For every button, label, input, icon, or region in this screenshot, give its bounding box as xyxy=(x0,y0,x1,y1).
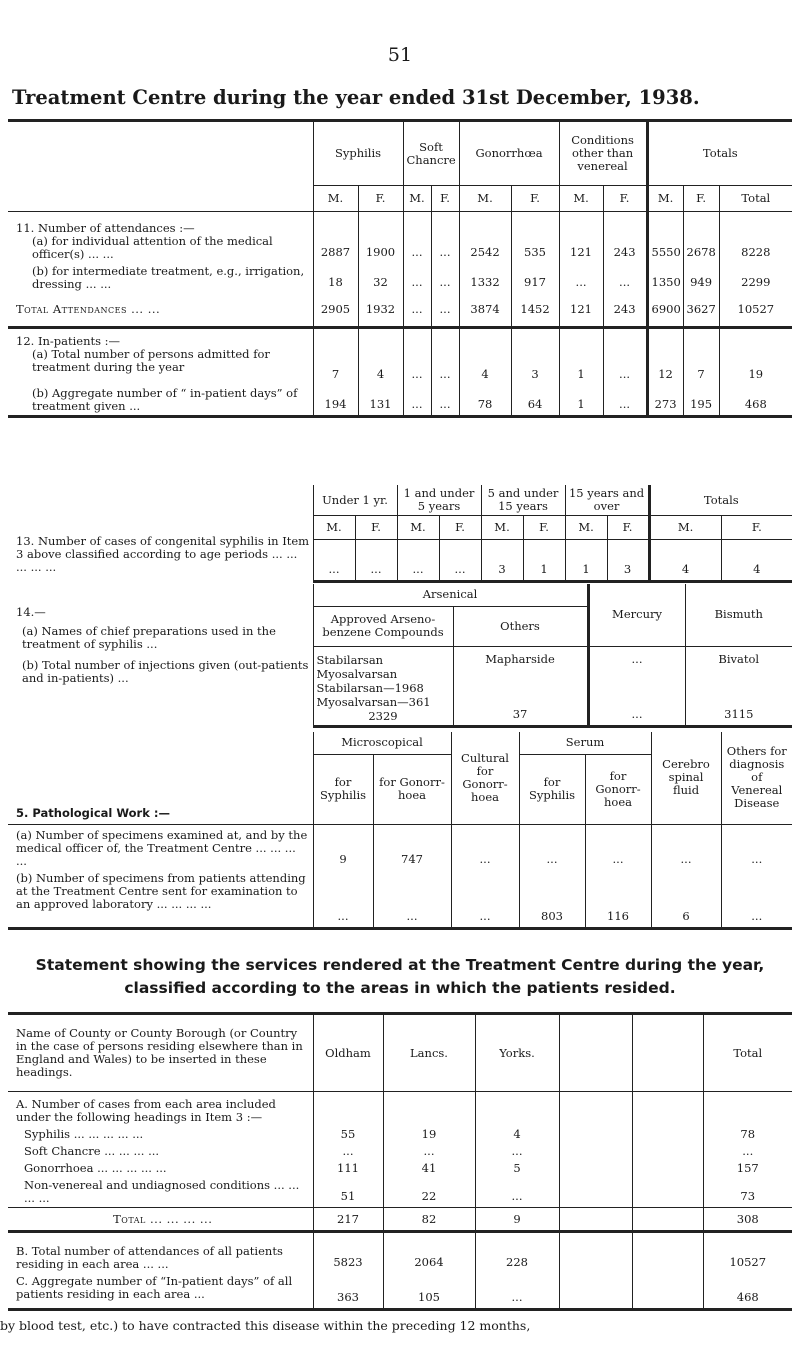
table-cell: 19 xyxy=(383,1126,475,1143)
header-under-1: Under 1 yr. xyxy=(313,485,397,516)
table-cell: 3 xyxy=(481,540,523,582)
table-cell: 194 xyxy=(313,385,358,417)
table-cell: 55 xyxy=(340,1127,356,1141)
table-cell: 3 xyxy=(607,540,649,582)
item-12b-label: (b) Aggregate number of “ in-patient days” of treatment given ... xyxy=(32,386,298,413)
table-cell: 12 xyxy=(647,327,683,385)
sub-header: M. xyxy=(647,186,683,212)
section-c-label: C. Aggregate number of “In-patient days” of all patients residing in each area ... xyxy=(16,1274,293,1301)
table-cell: ... xyxy=(451,824,519,870)
table-cell: ... xyxy=(342,1144,354,1158)
area-column-header: Oldham xyxy=(325,1045,371,1060)
table-cell: 917 xyxy=(511,263,559,293)
table-cell xyxy=(559,1273,632,1309)
page-number: 51 xyxy=(387,44,413,66)
preparation-name: ... xyxy=(631,651,643,666)
header-others: Others for diagnosis of Venereal Disease xyxy=(721,732,792,824)
table-cell: 5823 xyxy=(333,1255,363,1269)
item-15a-label: (a) Number of specimens examined at, and by the medical officer of, the Treatment Centre ... ... ... ... xyxy=(16,827,308,868)
table-cell: 22 xyxy=(383,1177,475,1208)
table-cell: 4 xyxy=(649,540,721,582)
table-cell: 7 xyxy=(683,327,719,385)
table-cell: 121 xyxy=(559,212,603,264)
header-approved-compounds: Approved Arseno-benzene Compounds xyxy=(313,606,453,646)
disease-row-label: Non-venereal and undiagnosed conditions ... ... ... ... xyxy=(24,1178,300,1205)
table-cell: ... xyxy=(373,870,451,928)
table-cell: ... xyxy=(721,824,792,870)
sub-header: Total xyxy=(719,186,792,212)
header-15-over: 15 years and over xyxy=(565,485,649,516)
table-cell: ... xyxy=(383,1143,475,1160)
table-cell: 3 xyxy=(511,327,559,385)
table-cell: 4 xyxy=(475,1126,559,1143)
table-cell: 2542 xyxy=(459,212,511,264)
table-cell: 10527 xyxy=(703,1232,792,1274)
sub-header: M. xyxy=(481,516,523,540)
header-others: Others xyxy=(453,606,588,646)
sub-header: F. xyxy=(511,186,559,212)
table-cell: 111 xyxy=(337,1161,359,1175)
sub-header: F. xyxy=(603,186,647,212)
item-11b-label: (b) for intermediate treatment, e.g., irrigation, dressing ... ... xyxy=(32,264,305,291)
table-cell: 41 xyxy=(383,1160,475,1177)
table-cell xyxy=(632,1143,703,1160)
footer-text: by blood test, etc.) to have contracted this disease within the preceding 12 months, xyxy=(0,1318,531,1333)
statement-line: classified according to the areas in which the patients resided. xyxy=(124,979,676,997)
preparation-name: Stabilarsan xyxy=(316,652,384,667)
table-cell: ... xyxy=(475,1177,559,1208)
areas-table xyxy=(8,1012,792,1311)
item-14a-label: (a) Names of chief preparations used in the treatment of syphilis ... xyxy=(22,624,276,651)
header-serum: Serum xyxy=(519,732,651,754)
table-cell: 1 xyxy=(559,385,603,417)
table-cell xyxy=(559,1143,632,1160)
sub-header: M. xyxy=(327,191,344,205)
table-cell: 32 xyxy=(358,263,403,293)
table-cell: 273 xyxy=(647,385,683,417)
sub-header: M. xyxy=(649,516,721,540)
table-cell: ... xyxy=(431,293,459,327)
table-cell: ... xyxy=(439,540,481,582)
area-heading-label: Name of County or County Borough (or Country in the case of persons residing elsewhere than in England and Wales) to be inserted in these headings. xyxy=(16,1026,303,1079)
table-cell: ... xyxy=(603,263,647,293)
injections-total: 3115 xyxy=(724,706,754,721)
sub-header: M. xyxy=(397,516,439,540)
preparation-name: Myosalvarsan xyxy=(316,666,398,681)
table-cell xyxy=(632,1177,703,1208)
header-totals: Totals xyxy=(649,485,792,516)
table-cell: 121 xyxy=(559,293,603,327)
table-cell: ... xyxy=(475,1273,559,1309)
item-14-label: 14.— xyxy=(16,605,46,619)
table-cell: ... xyxy=(603,385,647,417)
attendances-table xyxy=(8,119,792,418)
table-cell: 1900 xyxy=(358,212,403,264)
table-cell xyxy=(559,1126,632,1143)
table-cell: 51 xyxy=(340,1189,356,1203)
header-mercury: Mercury xyxy=(588,584,685,646)
header-arsenical: Arsenical xyxy=(313,584,588,606)
header-other-conditions: Conditions other than venereal xyxy=(559,121,647,186)
injections-table xyxy=(8,584,792,728)
header-soft-chancre: Soft Chancre xyxy=(403,121,459,186)
table-cell: 468 xyxy=(703,1273,792,1309)
table-cell xyxy=(632,1232,703,1274)
disease-row-label: Gonorrhoea ... ... ... ... ... xyxy=(24,1161,167,1175)
area-column-header: Yorks. xyxy=(475,1014,559,1092)
table-cell: 18 xyxy=(328,275,343,289)
table-cell: ... xyxy=(703,1143,792,1160)
table-cell: ... xyxy=(313,540,355,582)
sub-header: for Gonorr-hoea xyxy=(373,754,451,824)
table-cell: 535 xyxy=(511,212,559,264)
sub-header: F. xyxy=(523,516,565,540)
table-cell: 5550 xyxy=(647,212,683,264)
table-cell: 4 xyxy=(459,327,511,385)
sub-header: F. xyxy=(358,186,403,212)
injections-total: 2329 xyxy=(368,708,398,723)
statement-heading xyxy=(0,954,800,1000)
table-cell: 5 xyxy=(475,1160,559,1177)
statement-line: Statement showing the services rendered at the Treatment Centre during the year, xyxy=(35,956,765,974)
item-12-label: 12. In-patients :— xyxy=(16,333,121,348)
table-cell: 9 xyxy=(339,852,347,866)
table-cell: 217 xyxy=(313,1208,383,1232)
table-cell: 1 xyxy=(565,540,607,582)
sub-header: F. xyxy=(721,516,792,540)
table-cell: 468 xyxy=(719,385,792,417)
table-cell: 9 xyxy=(475,1208,559,1232)
table-cell: 195 xyxy=(683,385,719,417)
pathological-work-table xyxy=(8,732,792,930)
item-13-label: 13. Number of cases of congenital syphilis in Item 3 above classified according to age periods ... ... ... ... ... xyxy=(16,533,310,574)
table-cell: ... xyxy=(403,327,431,385)
table-cell: 78 xyxy=(459,385,511,417)
item-14b-label: (b) Total number of injections given (out-patients and in-patients) ... xyxy=(22,658,309,685)
table-cell: 157 xyxy=(703,1160,792,1177)
header-cultural: Cultural for Gonorr-hoea xyxy=(451,732,519,824)
table-cell xyxy=(632,1208,703,1232)
sub-header: for Gonorr-hoea xyxy=(585,754,651,824)
table-cell: ... xyxy=(559,263,603,293)
table-cell: 131 xyxy=(358,385,403,417)
table-cell: 78 xyxy=(703,1126,792,1143)
table-cell: ... xyxy=(403,263,431,293)
table-cell: 1 xyxy=(559,327,603,385)
table-cell: 73 xyxy=(703,1177,792,1208)
section-a-label: A. Number of cases from each area included under the following headings in Item 3 :— xyxy=(16,1097,276,1124)
sub-header: M. xyxy=(326,520,342,534)
table-cell: 116 xyxy=(585,870,651,928)
header-microscopical: Microscopical xyxy=(313,732,451,754)
table-cell: 3627 xyxy=(683,293,719,327)
sub-header: for Syphilis xyxy=(519,754,585,824)
table-cell xyxy=(632,1126,703,1143)
item-12a-label: (a) Total number of persons admitted for treatment during the year xyxy=(32,346,270,374)
header-csf: Cerebro spinal fluid xyxy=(651,732,721,824)
preparation-count: Myosalvarsan—361 xyxy=(316,694,431,709)
area-column-header xyxy=(559,1014,632,1092)
table-cell: 3874 xyxy=(459,293,511,327)
table-cell: ... xyxy=(585,824,651,870)
table-cell: 949 xyxy=(683,263,719,293)
disease-row-label: Syphilis ... ... ... ... ... xyxy=(24,1127,144,1141)
congenital-syphilis-table xyxy=(8,485,792,583)
table-cell: ... xyxy=(355,540,397,582)
table-cell: ... xyxy=(651,824,721,870)
table-cell: 4 xyxy=(358,327,403,385)
table-cell xyxy=(559,1177,632,1208)
table-cell: ... xyxy=(431,385,459,417)
table-cell: 243 xyxy=(603,212,647,264)
table-cell: 2678 xyxy=(683,212,719,264)
item-11-label: 11. Number of attendances :— xyxy=(16,221,195,235)
table-cell: 1332 xyxy=(459,263,511,293)
table-cell: 82 xyxy=(383,1208,475,1232)
table-cell: ... xyxy=(451,870,519,928)
table-cell: ... xyxy=(475,1143,559,1160)
header-bismuth: Bismuth xyxy=(685,584,792,646)
table-cell: 1452 xyxy=(511,293,559,327)
sub-header: M. xyxy=(459,186,511,212)
header-gonorrhoea: Gonorrhœa xyxy=(459,121,559,186)
table-cell: ... xyxy=(313,870,373,928)
area-column-header: Lancs. xyxy=(383,1014,475,1092)
table-cell: 8228 xyxy=(719,212,792,264)
header-syphilis: Syphilis xyxy=(313,121,403,186)
header-5-to-15: 5 and under 15 years xyxy=(481,485,565,516)
table-cell: 363 xyxy=(313,1273,383,1309)
sub-header: F. xyxy=(431,186,459,212)
sub-header: F. xyxy=(607,516,649,540)
table-cell: 2905 xyxy=(313,293,358,327)
table-cell: 747 xyxy=(373,824,451,870)
preparation-name: Bivatol xyxy=(718,651,760,666)
table-cell: 243 xyxy=(603,293,647,327)
table-cell: 10527 xyxy=(719,293,792,327)
area-column-header: Total xyxy=(703,1014,792,1092)
table-cell: 64 xyxy=(511,385,559,417)
table-cell: ... xyxy=(403,293,431,327)
table-cell: 1932 xyxy=(358,293,403,327)
sub-header: M. xyxy=(403,186,431,212)
disease-row-label: Soft Chancre ... ... ... ... xyxy=(24,1144,160,1158)
table-cell: 7 xyxy=(331,367,340,381)
table-cell: 6900 xyxy=(647,293,683,327)
table-cell: 308 xyxy=(703,1208,792,1232)
header-totals: Totals xyxy=(647,121,792,186)
table-cell: ... xyxy=(403,385,431,417)
table-cell: 2064 xyxy=(383,1232,475,1274)
table-cell: ... xyxy=(403,212,431,264)
table-cell xyxy=(559,1208,632,1232)
table-cell: 1 xyxy=(523,540,565,582)
item-15b-label: (b) Number of specimens from patients attending at the Treatment Centre sent for examination to an approved laboratory ... ... ... ... xyxy=(16,871,306,911)
preparation-name: Mapharside xyxy=(485,651,555,666)
table-cell: ... xyxy=(519,824,585,870)
item-15-label: 5. Pathological Work :— xyxy=(16,805,170,820)
table-cell: ... xyxy=(431,327,459,385)
sub-header: F. xyxy=(439,516,481,540)
injections-total: 37 xyxy=(512,706,528,721)
sub-header: F. xyxy=(683,186,719,212)
area-column-header xyxy=(632,1014,703,1092)
table-cell: 19 xyxy=(719,327,792,385)
table-cell: ... xyxy=(603,327,647,385)
sub-header: F. xyxy=(355,516,397,540)
page-title: Treatment Centre during the year ended 31st December, 1938. xyxy=(12,86,700,109)
table-cell: 6 xyxy=(651,870,721,928)
item-11a-label: (a) for individual attention of the medical officer(s) ... ... xyxy=(32,234,273,261)
table-cell: ... xyxy=(397,540,439,582)
header-1-to-5: 1 and under 5 years xyxy=(397,485,481,516)
table-cell: 803 xyxy=(519,870,585,928)
table-cell xyxy=(559,1160,632,1177)
table-cell: ... xyxy=(721,870,792,928)
table-cell xyxy=(559,1232,632,1274)
table-cell: 228 xyxy=(475,1232,559,1274)
table-cell: ... xyxy=(431,212,459,264)
table-cell xyxy=(632,1273,703,1309)
table-cell: 4 xyxy=(721,540,792,582)
table-cell xyxy=(632,1160,703,1177)
table-cell: ... xyxy=(431,263,459,293)
section-b-label: B. Total number of attendances of all patients residing in each area ... ... xyxy=(16,1244,283,1271)
table-cell: 1350 xyxy=(647,263,683,293)
injections-total: ... xyxy=(631,706,643,721)
total-attendances-label: Total Attendances ... ... xyxy=(16,301,161,316)
table-cell: 2887 xyxy=(320,245,351,259)
table-cell: 105 xyxy=(383,1273,475,1309)
sub-header: M. xyxy=(559,186,603,212)
sub-header: for Syphilis xyxy=(319,775,367,802)
table-cell: 2299 xyxy=(719,263,792,293)
sub-header: M. xyxy=(565,516,607,540)
areas-total-label: Total ... ... ... ... xyxy=(113,1211,213,1226)
preparation-count: Stabilarsan—1968 xyxy=(316,680,424,695)
